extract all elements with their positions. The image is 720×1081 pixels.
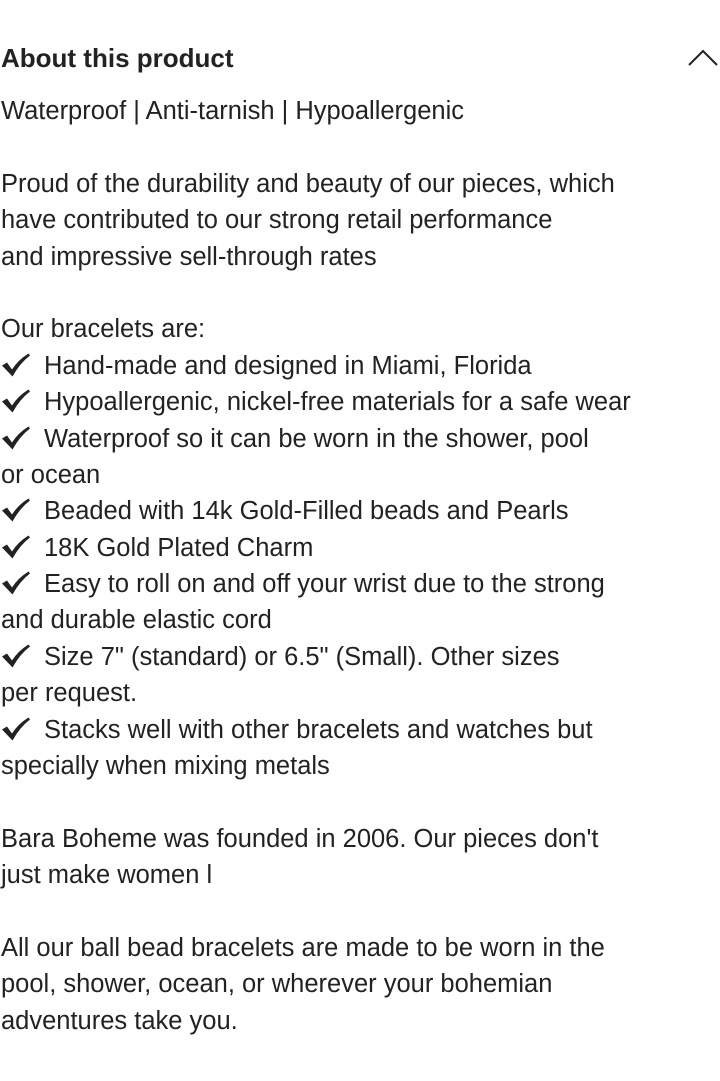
list-item: Hand-made and designed in Miami, Florida [1, 348, 720, 384]
section-header[interactable] [0, 38, 720, 78]
list-item-continuation: or ocean [1, 460, 101, 489]
brand-line: Bara Boheme was founded in 2006. Our pieces don't [1, 824, 599, 853]
list-item: Waterproof so it can be worn in the shower, pool [1, 421, 720, 457]
checkmark-icon [1, 498, 31, 522]
checkmark-icon [1, 571, 31, 595]
list-item: Easy to roll on and off your wrist due to the strong [1, 566, 720, 602]
closing-line: adventures take you. [1, 1006, 238, 1035]
section-title: About this product [1, 43, 234, 73]
features-line: Waterproof | Anti-tarnish | Hypoallergenic [1, 97, 465, 125]
checkmark-icon [1, 353, 31, 377]
list-item: Stacks well with other bracelets and watches but [1, 712, 720, 748]
collapse-button[interactable] [686, 46, 720, 70]
list-item-continuation: per request. [1, 679, 138, 708]
closing-line: All our ball bead bracelets are made to be worn in the [1, 933, 605, 962]
list-item: Beaded with 14k Gold-Filled beads and Pearls [1, 493, 720, 529]
checkmark-icon [1, 389, 31, 413]
list-item: Hypoallergenic, nickel-free materials for a safe wear [1, 384, 720, 420]
list-item-continuation: and durable elastic cord [1, 606, 272, 635]
brand-line: just make women l [1, 861, 213, 890]
chevron-up-icon [686, 46, 720, 70]
checkmark-icon [1, 717, 31, 741]
list-heading: Our bracelets are: [1, 315, 206, 344]
list-item-continuation: specially when mixing metals [1, 752, 330, 781]
list-item: 18K Gold Plated Charm [1, 530, 720, 566]
product-description [1, 93, 720, 1039]
intro-line: and impressive sell-through rates [1, 242, 377, 271]
intro-line: Proud of the durability and beauty of our pieces, which [1, 169, 615, 198]
intro-line: have contributed to our strong retail performance [1, 206, 553, 235]
list-item: Size 7" (standard) or 6.5" (Small). Other sizes [1, 639, 720, 675]
checkmark-icon [1, 426, 31, 450]
checkmark-icon [1, 535, 31, 559]
checkmark-icon [1, 644, 31, 668]
closing-line: pool, shower, ocean, or wherever your bohemian [1, 970, 553, 999]
